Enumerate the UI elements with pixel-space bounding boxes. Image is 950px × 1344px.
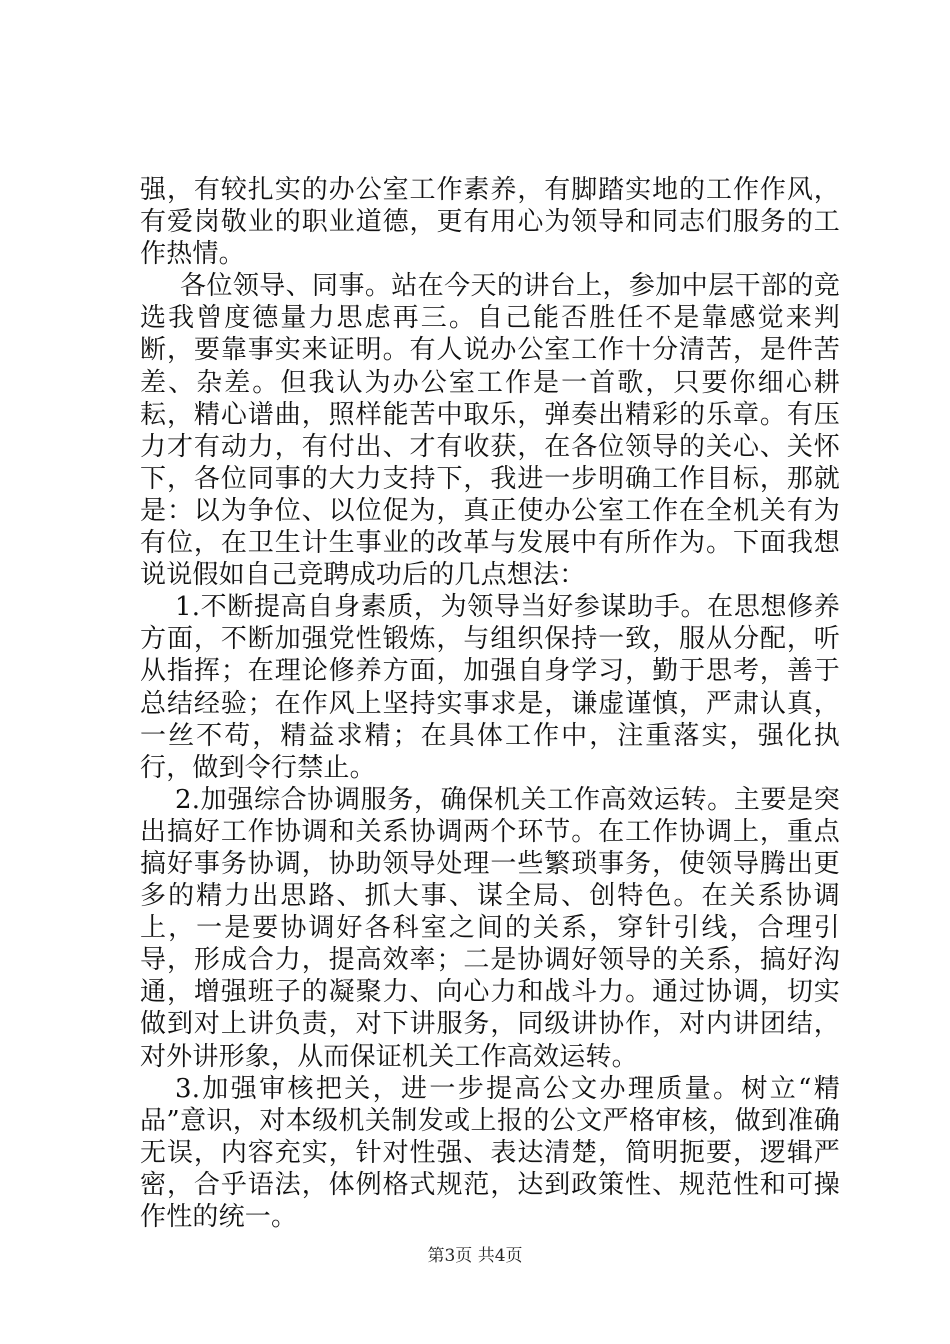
- paragraph-continuation: 强，有较扎实的办公室工作素养，有脚踏实地的工作作风，有爱岗敬业的职业道德，更有用心为领导和同志们服务的工作热情。: [140, 175, 840, 270]
- paragraph-point-1: 1.不断提高自身素质，为领导当好参谋助手。在思想修养方面，不断加强党性锻炼，与组织保持一致，服从分配，听从指挥；在理论修养方面，加强自身学习，勤于思考，善于总结经验；在作风上坚持实事求是，谦虚谨慎，严肃认真，一丝不苟，精益求精；在具体工作中，注重落实，强化执行，做到令行禁止。: [140, 592, 840, 783]
- page-number-footer: 第3页 共4页: [427, 1246, 523, 1266]
- paragraph-intro: 各位领导、同事。站在今天的讲台上，参加中层干部的竞选我曾度德量力思虑再三。自己能否胜任不是靠感觉来判断，要靠事实来证明。有人说办公室工作十分清苦，是件苦差、杂差。但我认为办公室工作是一首歌，只要你细心耕耘，精心谱曲，照样能苦中取乐，弹奏出精彩的乐章。有压力才有动力，有付出、才有收获，在各位领导的关心、关怀下，各位同事的大力支持下，我进一步明确工作目标，那就是：以为争位、以位促为，真正使办公室工作在全机关有为有位，在卫生计生事业的改革与发展中有所作为。下面我想说说假如自己竞聘成功后的几点想法：: [140, 271, 840, 591]
- paragraph-point-3: 3.加强审核把关，进一步提高公文办理质量。树立“精品”意识，对本级机关制发或上报的公文严格审核，做到准确无误，内容充实，针对性强、表达清楚，简明扼要，逻辑严密，合乎语法，体例格式规范，达到政策性、规范性和可操作性的统一。: [140, 1073, 840, 1232]
- paragraph-point-2: 2.加强综合协调服务，确保机关工作高效运转。主要是突出搞好工作协调和关系协调两个环节。在工作协调上，重点搞好事务协调，协助领导处理一些繁琐事务，使领导腾出更多的精力出思路、抓大事、谋全局、创特色。在关系协调上，一是要协调好各科室之间的关系，穿针引线，合理引导，形成合力，提高效率；二是协调好领导的关系，搞好沟通，增强班子的凝聚力、向心力和战斗力。通过协调，切实做到对上讲负责，对下讲服务，同级讲协作，对内讲团结，对外讲形象，从而保证机关工作高效运转。: [140, 784, 840, 1072]
- document-body: [140, 174, 840, 1233]
